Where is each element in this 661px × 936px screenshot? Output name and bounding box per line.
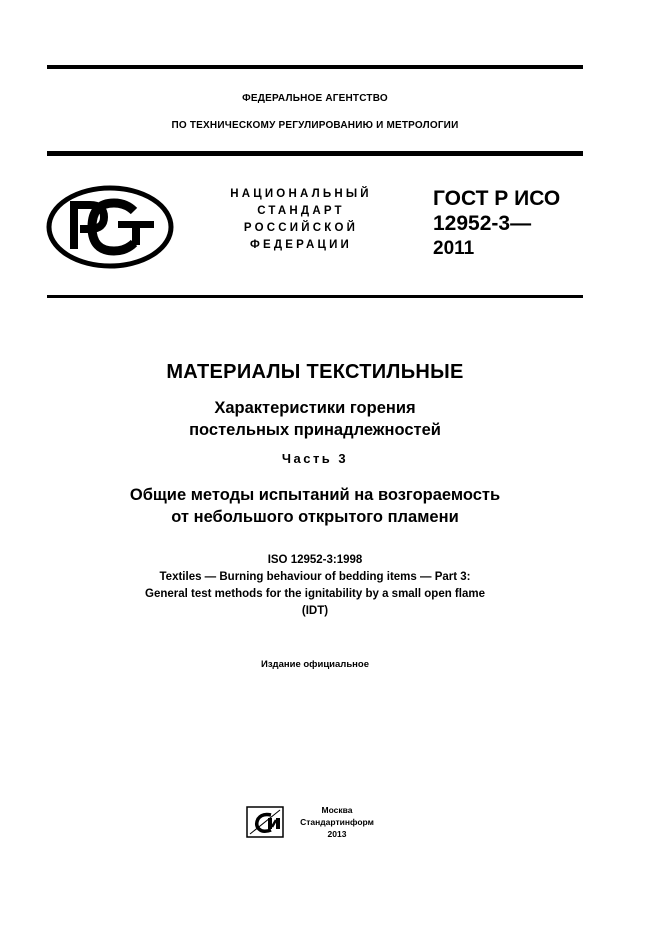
national-standard-line2: СТАНДАРТ xyxy=(257,205,345,217)
subtitle-line1: Характеристики горения xyxy=(214,399,416,417)
part-title-line1: Общие методы испытаний на возгораемость xyxy=(129,486,501,504)
subtitle xyxy=(30,397,600,441)
iso-title-line2: General test methods for the ignitability by a small open flame xyxy=(145,588,485,600)
standard-number-line1: ГОСТ Р ИСО xyxy=(433,187,561,210)
main-title: МАТЕРИАЛЫ ТЕКСТИЛЬНЫЕ xyxy=(166,361,464,383)
iso-code: ISO 12952-3:1998 xyxy=(267,554,363,566)
national-standard-line3: РОССИЙСКОЙ xyxy=(243,222,359,234)
part-label: Часть 3 xyxy=(281,451,349,466)
edition-label: Издание официальное xyxy=(261,659,369,670)
gost-r-certification-logo-icon xyxy=(46,185,174,269)
national-standard-line4: ФЕДЕРАЦИИ xyxy=(249,239,353,251)
standard-number xyxy=(433,186,593,261)
standartinform-logo-icon xyxy=(246,806,284,838)
agency-name-line2: ПО ТЕХНИЧЕСКОМУ РЕГУЛИРОВАНИЮ И МЕТРОЛОГИИ xyxy=(171,120,459,131)
publisher-block xyxy=(292,804,382,840)
standard-number-line3: 2011 xyxy=(433,238,475,259)
agency-name-line1: ФЕДЕРАЛЬНОЕ АГЕНТСТВО xyxy=(242,93,388,104)
iso-degree: (IDT) xyxy=(301,605,329,617)
standard-number-line2: 12952-3— xyxy=(433,212,532,235)
header-rule xyxy=(47,151,583,156)
section-rule xyxy=(47,295,583,298)
national-standard-label xyxy=(208,186,394,254)
top-rule xyxy=(47,65,583,69)
iso-reference xyxy=(30,552,600,620)
part-title-line2: от небольшого открытого пламени xyxy=(171,508,459,526)
publisher-city: Москва xyxy=(321,805,353,815)
publisher-name: Стандартинформ xyxy=(300,817,374,827)
iso-title-line1: Textiles — Burning behaviour of bedding items — Part 3: xyxy=(159,571,471,583)
subtitle-line2: постельных принадлежностей xyxy=(189,421,441,439)
national-standard-line1: НАЦИОНАЛЬНЫЙ xyxy=(230,188,372,200)
publisher-year: 2013 xyxy=(327,829,347,839)
part-title xyxy=(30,484,600,528)
